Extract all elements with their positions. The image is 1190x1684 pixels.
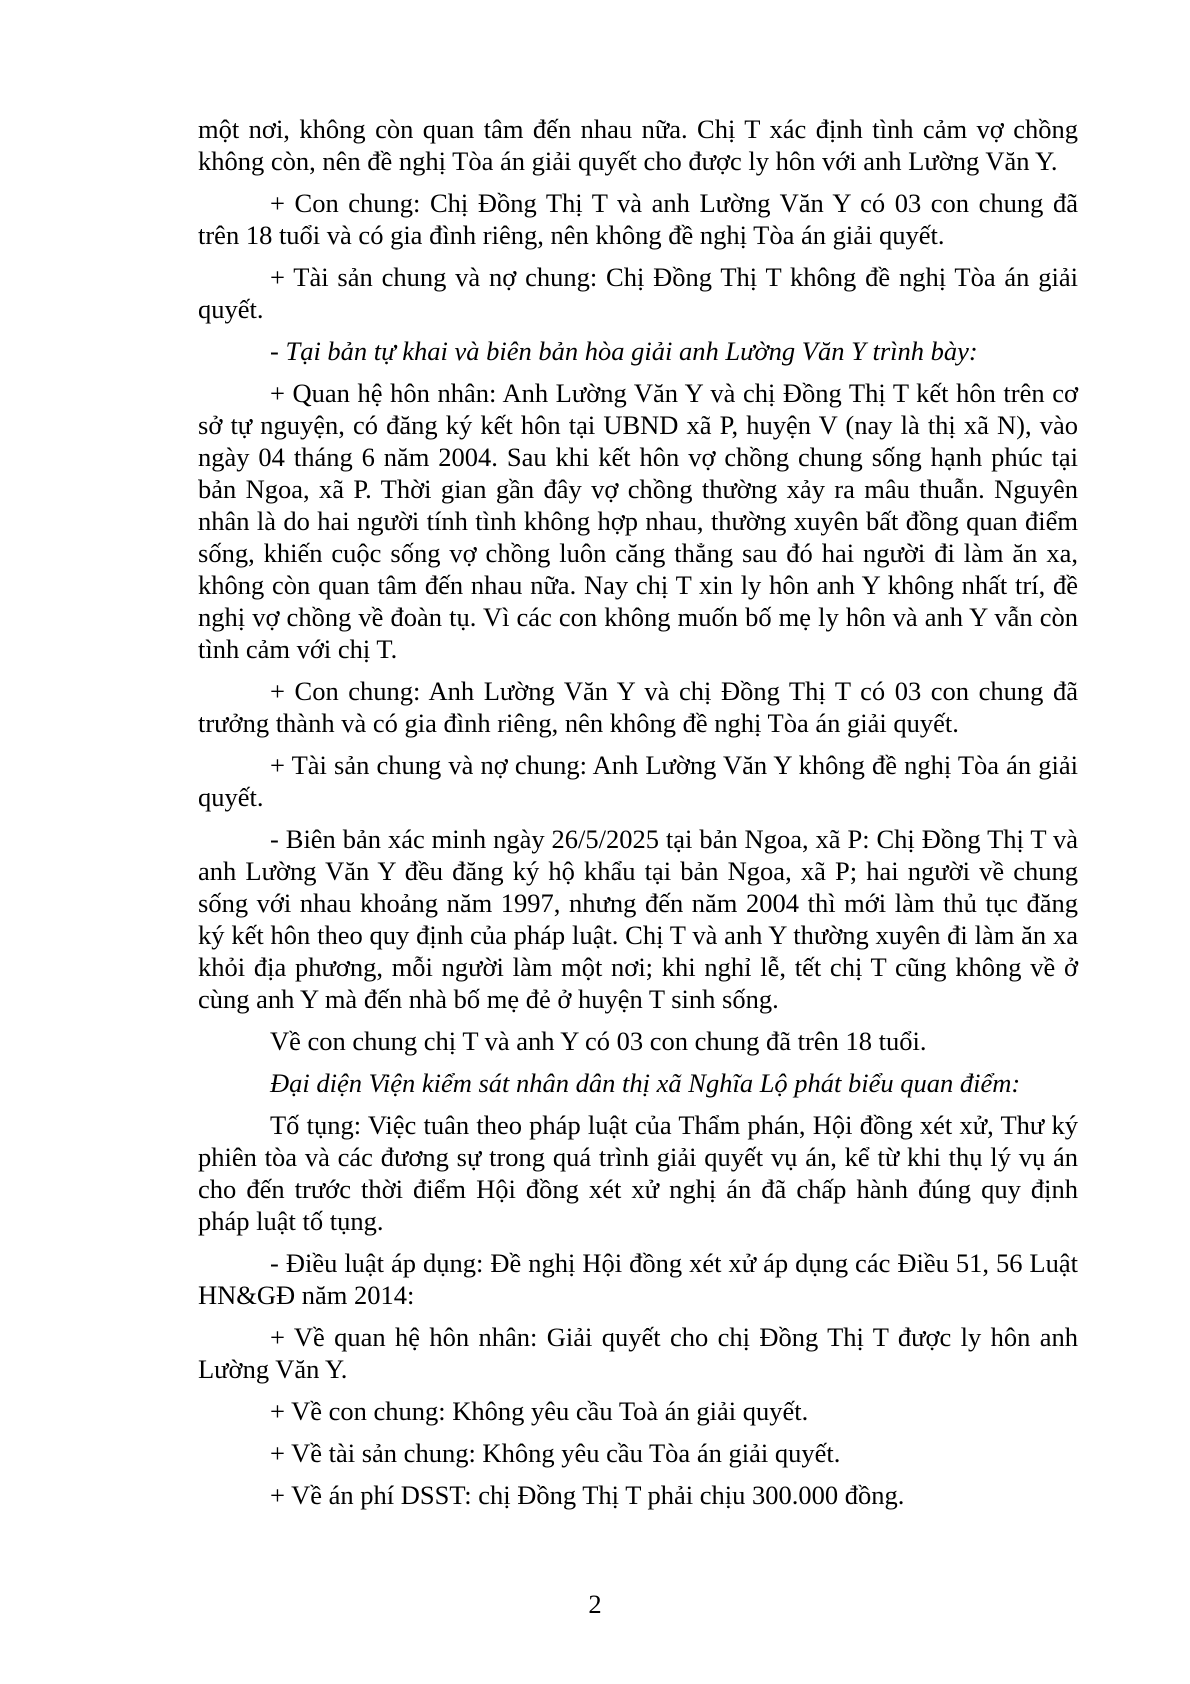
paragraph: Tố tụng: Việc tuân theo pháp luật của Thẩm phán, Hội đồng xét xử, Thư ký phiên tòa và các đương sự trong quá trình giải quyết vụ án, kể từ khi thụ lý vụ án cho đến trước thời điểm Hội đồng xét xử nghị án đã chấp hành đúng quy định pháp luật tố tụng. — [198, 1110, 1078, 1236]
paragraph: một nơi, không còn quan tâm đến nhau nữa. Chị T xác định tình cảm vợ chồng không còn, nên đề nghị Tòa án giải quyết cho được ly hôn với anh Lường Văn Y. — [198, 114, 1078, 176]
paragraph: + Con chung: Chị Đồng Thị T và anh Lường Văn Y có 03 con chung đã trên 18 tuổi và có gia đình riêng, nên không đề nghị Tòa án giải quyết. — [198, 188, 1078, 250]
paragraph: Về con chung chị T và anh Y có 03 con chung đã trên 18 tuổi. — [270, 1026, 927, 1056]
section-heading: - Tại bản tự khai và biên bản hòa giải anh Lường Văn Y trình bày: — [270, 336, 978, 366]
paragraph: + Quan hệ hôn nhân: Anh Lường Văn Y và chị Đồng Thị T kết hôn trên cơ sở tự nguyện, có đăng ký kết hôn tại UBND xã P, huyện V (nay là thị xã N), vào ngày 04 tháng 6 năm 2004. Sau khi kết hôn vợ chồng chung sống hạnh phúc tại bản Ngoa, xã P. Thời gian gần đây vợ chồng thường xảy ra mâu thuẫn. Nguyên nhân là do hai người tính tình không hợp nhau, thường xuyên bất đồng quan điểm sống, khiến cuộc sống vợ chồng luôn căng thẳng sau đó hai người đi làm ăn xa, không còn quan tâm đến nhau nữa. Nay chị T xin ly hôn anh Y không nhất trí, đề nghị vợ chồng về đoàn tụ. Vì các con không muốn bố mẹ ly hôn và anh Y vẫn còn tình cảm với chị T. — [198, 378, 1078, 664]
paragraph: + Về con chung: Không yêu cầu Toà án giải quyết. — [270, 1396, 809, 1426]
paragraph: + Tài sản chung và nợ chung: Chị Đồng Thị T không đề nghị Tòa án giải quyết. — [198, 262, 1078, 324]
paragraph: + Về án phí DSST: chị Đồng Thị T phải chịu 300.000 đồng. — [270, 1480, 905, 1510]
paragraph: + Con chung: Anh Lường Văn Y và chị Đồng Thị T có 03 con chung đã trưởng thành và có gia đình riêng, nên không đề nghị Tòa án giải quyết. — [198, 676, 1078, 738]
paragraph: - Biên bản xác minh ngày 26/5/2025 tại bản Ngoa, xã P: Chị Đồng Thị T và anh Lường Văn Y đều đăng ký hộ khẩu tại bản Ngoa, xã P; hai người về chung sống với nhau khoảng năm 1997, nhưng đến năm 2004 thì mới làm thủ tục đăng ký kết hôn theo quy định của pháp luật. Chị T và anh Y thường xuyên đi làm ăn xa khỏi địa phương, mỗi người làm một nơi; khi nghỉ lễ, tết chị T cũng không về ở cùng anh Y mà đến nhà bố mẹ đẻ ở huyện T sinh sống. — [198, 824, 1078, 1014]
section-heading: Đại diện Viện kiểm sát nhân dân thị xã Nghĩa Lộ phát biểu quan điểm: — [270, 1068, 1021, 1098]
paragraph: + Về quan hệ hôn nhân: Giải quyết cho chị Đồng Thị T được ly hôn anh Lường Văn Y. — [198, 1322, 1078, 1384]
paragraph: - Điều luật áp dụng: Đề nghị Hội đồng xét xử áp dụng các Điều 51, 56 Luật HN&GĐ năm 2014: — [198, 1248, 1078, 1310]
paragraph: + Tài sản chung và nợ chung: Anh Lường Văn Y không đề nghị Tòa án giải quyết. — [198, 750, 1078, 812]
paragraph: + Về tài sản chung: Không yêu cầu Tòa án giải quyết. — [270, 1438, 841, 1468]
page-number: 2 — [588, 1589, 602, 1619]
document-page — [198, 113, 1078, 1521]
